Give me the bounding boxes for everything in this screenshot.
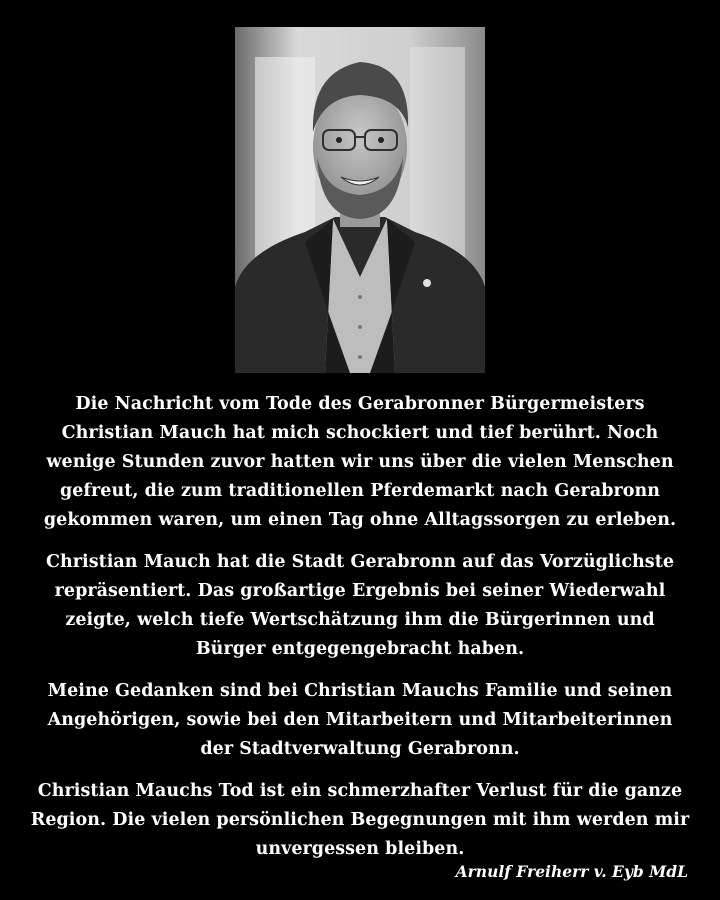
signature: Arnulf Freiherr v. Eyb MdL [455, 862, 688, 881]
tribute-text [30, 390, 690, 877]
portrait-photo-icon [235, 27, 485, 373]
portrait-photo [235, 27, 485, 373]
paragraph-4: Christian Mauchs Tod ist ein schmerzhafter Verlust für die ganze Region. Die vielen persönlichen Begegnungen mit ihm werden mir unvergessen bleiben. [30, 781, 690, 859]
paragraph-1: Die Nachricht vom Tode des Gerabronner Bürgermeisters Christian Mauch hat mich schockiert und tief berührt. Noch wenige Stunden zuvor hatten wir uns über die vielen Menschen gefreut, die zum traditionellen Pferdemarkt nach Gerabronn gekommen waren, um einen Tag ohne Alltagssorgen zu erleben. [43, 394, 677, 530]
paragraph-2: Christian Mauch hat die Stadt Gerabronn auf das Vorzüglichste repräsentiert. Das großartige Ergebnis bei seiner Wiederwahl zeigte, welch tiefe Wertschätzung ihm die Bürgerinnen und Bürger entgegengebracht haben. [45, 552, 675, 659]
paragraph-3: Meine Gedanken sind bei Christian Mauchs Familie und seinen Angehörigen, sowie bei den Mitarbeitern und Mitarbeiterinnen der Stadtverwaltung Gerabronn. [47, 681, 673, 759]
